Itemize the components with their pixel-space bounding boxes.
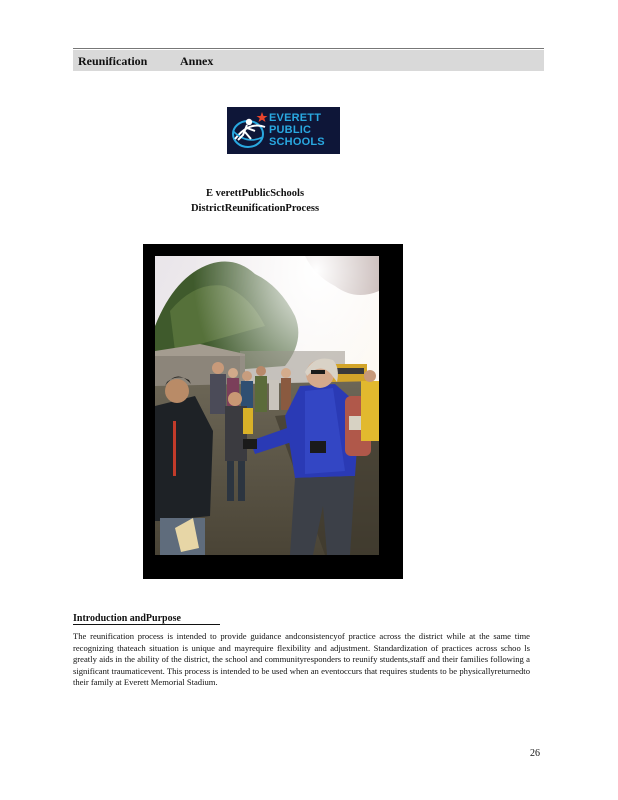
logo-word-public: PUBLIC xyxy=(269,124,312,136)
globe-runner-icon xyxy=(229,109,269,152)
section-heading: Introduction andPurpose xyxy=(73,613,181,624)
document-header xyxy=(73,50,544,71)
document-title-line2: DistrictReunificationProcess xyxy=(190,203,320,214)
section-heading-underline xyxy=(73,624,220,625)
students-reunification-photo xyxy=(155,256,379,555)
header-title-left: Reunification xyxy=(78,54,148,68)
logo-word-everett: EVERETT xyxy=(269,112,322,124)
header-rule xyxy=(73,48,544,49)
district-logo xyxy=(227,107,340,154)
page-number: 26 xyxy=(530,748,540,759)
header-title-right: Annex xyxy=(180,54,214,68)
logo-word-schools: SCHOOLS xyxy=(269,136,325,148)
section-body-paragraph: The reunification process is intended to provide guidance andconsistencyof practice across the district while at the same time recognizing thateach situation is unique and mayrequire flexibility and adjustment. Standardization of practices across schoo ls greatly aids in the ability of the district, the school and communityresponders to reunify students,staff and their families following a significant traumaticevent. This process is intended to be used when an eventoccurs that requires students to be physicallyreturnedto their family at Everett Memorial Stadium. xyxy=(73,631,530,687)
document-title-line1: E verettPublicSchools xyxy=(205,188,305,199)
